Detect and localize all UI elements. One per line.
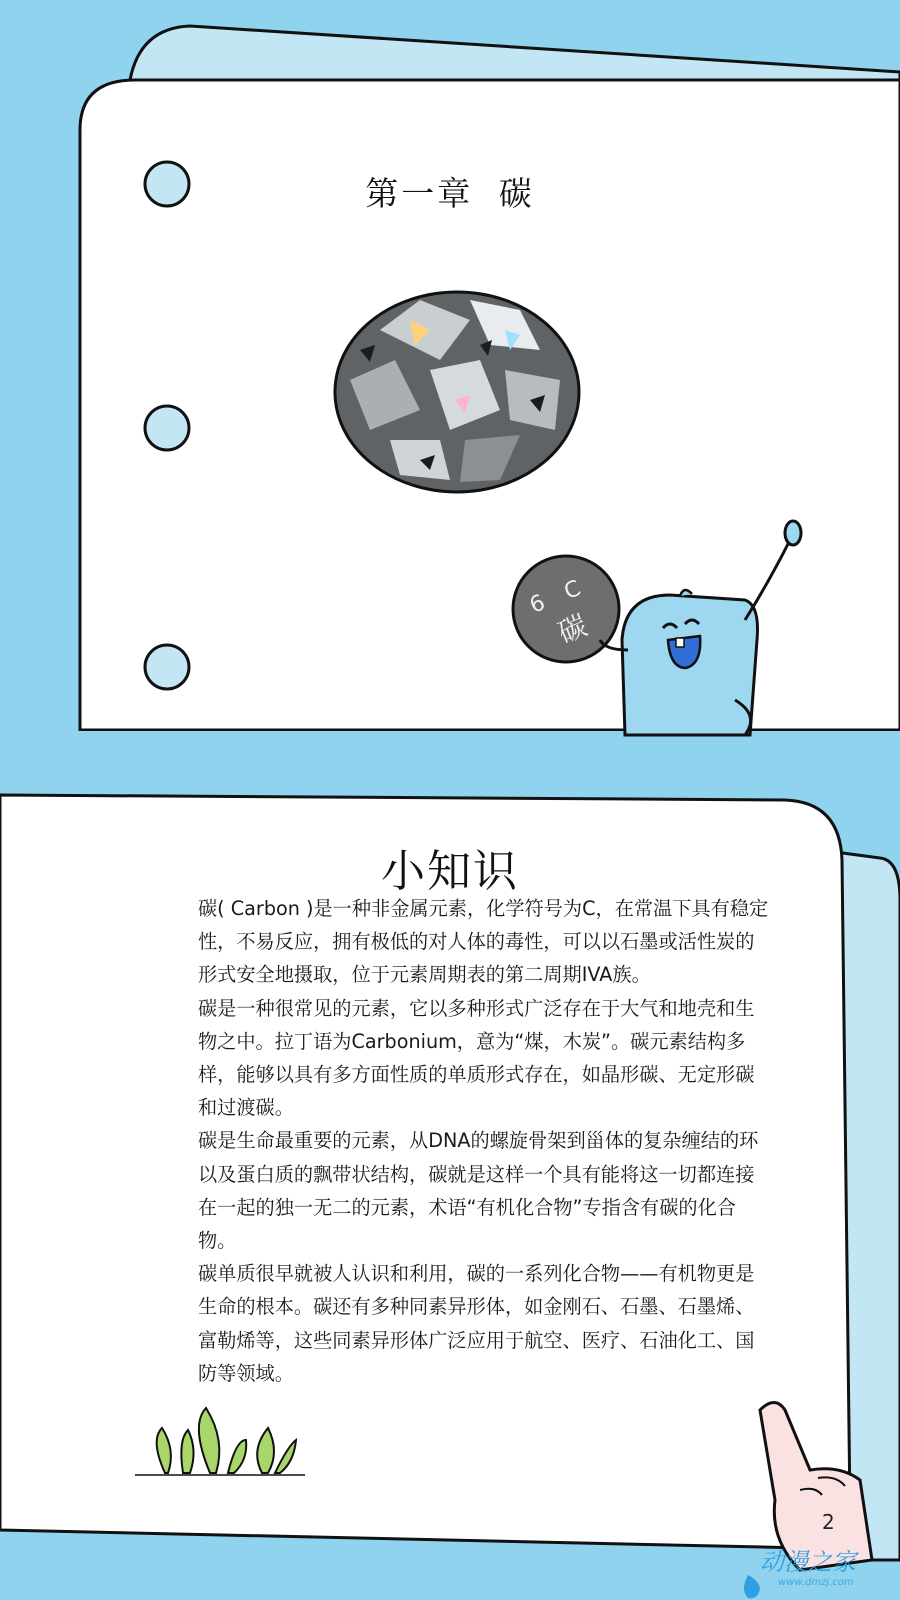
knowledge-heading: 小知识 (381, 846, 519, 897)
watermark-logo-icon (744, 1575, 760, 1598)
watermark (760, 1542, 900, 1588)
watermark-logo-text: 动漫之家 (760, 1548, 856, 1576)
element-symbol: C (560, 572, 592, 605)
knowledge-paragraph: 碳是一种很常见的元素，它以多种形式广泛存在于大气和地壳和生物之中。拉丁语为Carbonium，意为“煤，木炭”。碳元素结构多样，能够以具有多方面性质的单质形式存在，如晶形碳、无定形碳和过渡碳。 (198, 996, 755, 1120)
binder-hole (145, 645, 189, 689)
element-name: 碳 (553, 608, 592, 650)
knowledge-paragraph: 碳是生命最重要的元素，从DNA的螺旋骨架到甾体的复杂缠结的环以及蛋白质的飘带状结构，碳就是这样一个具有能将这一切都连接在一起的独一无二的元素，术语“有机化合物”专指含有碳的化合物。 (198, 1129, 759, 1253)
chapter-name: 碳 (498, 174, 535, 213)
page-number: 2 (822, 1510, 835, 1534)
binder-hole (145, 406, 189, 450)
chapter-number: 第一章 (365, 174, 474, 213)
element-number: 6 (526, 587, 557, 619)
knowledge-text (198, 892, 770, 1390)
knowledge-paragraph: 碳单质很早就被人认识和利用，碳的一系列化合物——有机物更是生命的根本。碳还有多种同素异形体，如金刚石、石墨、石墨烯、富勒烯等，这些同素异形体广泛应用于航空、医疗、石油化工、国防等领域。 (198, 1262, 755, 1385)
chapter-title (0, 168, 900, 215)
diamond-illustration (335, 292, 579, 492)
watermark-url: www.dmzj.com (778, 1577, 854, 1588)
knowledge-paragraph: 碳( Carbon )是一种非金属元素，化学符号为C，在常温下具有稳定性，不易反应，拥有极低的对人体的毒性，可以以石墨或活性炭的形式安全地摄取，位于元素周期表的第二周期IVA族。 (198, 897, 769, 987)
